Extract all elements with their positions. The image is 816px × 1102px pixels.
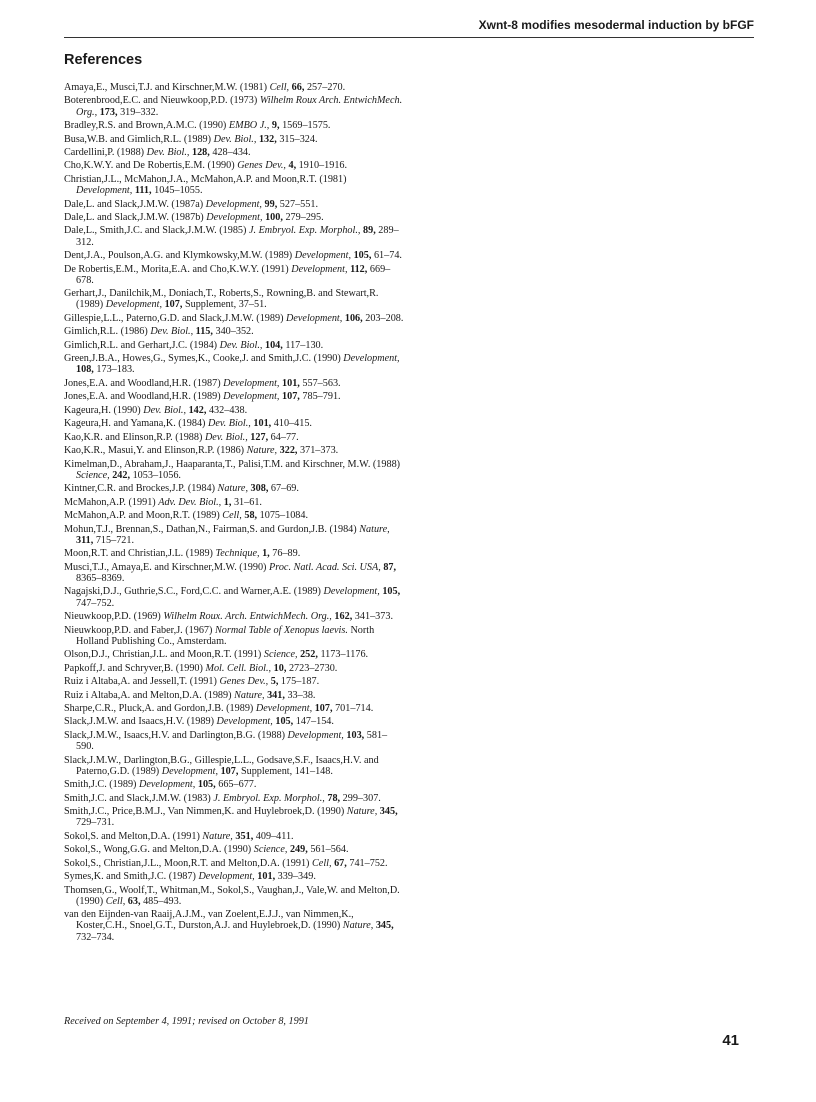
reference-entry — [64, 755, 404, 777]
reference-journal: Wilhelm Roux. Arch. EntwichMech. Org., — [163, 611, 332, 623]
reference-volume: 107, — [164, 299, 183, 311]
reference-authors: Kimelman,D., Abraham,J., Haaparanta,T., Palisi,T.M. and Kirschner, M.W. (1988) — [64, 458, 401, 470]
reference-authors: Kao,K.R. and Elinson,R.P. (1988) — [64, 431, 205, 443]
reference-pages: 299–307. — [340, 792, 381, 804]
reference-journal: Dev. Biol., — [208, 418, 251, 430]
reference-entry — [64, 663, 404, 674]
reference-entry — [64, 858, 404, 869]
reference-authors: Moon,R.T. and Christian,J.L. (1989) — [64, 548, 216, 560]
reference-journal: Development, — [216, 716, 273, 728]
reference-authors: Smith,J.C. (1989) — [64, 779, 139, 791]
reference-entry — [64, 562, 404, 584]
reference-authors: Dale,L. and Slack,J.M.W. (1987a) — [64, 198, 206, 210]
reference-journal: Science, — [253, 844, 288, 856]
reference-volume: 1, — [262, 548, 270, 560]
reference-entry — [64, 844, 404, 855]
reference-journal: Development, — [255, 703, 313, 714]
reference-authors: Dale,L., Smith,J.C. and Slack,J.M.W. (1985) — [64, 225, 249, 237]
reference-authors: Boterenbrood,E.C. and Nieuwkoop,P.D. (1973) — [64, 95, 260, 107]
reference-volume: 105, — [275, 716, 294, 728]
reference-authors: Kintner,C.R. and Brockes,J.P. (1984) — [64, 483, 218, 495]
reference-journal: J. Embryol. Exp. Morphol., — [213, 792, 325, 804]
reference-entry — [64, 483, 404, 494]
reference-authors: Olson,D.J., Christian,J.L. and Moon,R.T. (1991) — [64, 649, 264, 661]
reference-pages: 340–352. — [212, 326, 254, 338]
reference-volume: 252, — [300, 649, 318, 661]
reference-entry — [64, 405, 404, 416]
reference-pages: 64–77. — [268, 431, 299, 443]
reference-journal: Development, — [343, 353, 400, 365]
reference-entry — [64, 793, 404, 804]
reference-journal: Nature, — [217, 483, 248, 495]
reference-pages: 729–731. — [76, 817, 115, 829]
reference-authors: Papkoff,J. and Schryver,B. (1990) — [64, 662, 206, 674]
reference-entry — [64, 497, 404, 508]
reference-entry — [64, 611, 404, 622]
reference-pages: 203–208. — [362, 312, 404, 324]
reference-journal: Cell, — [312, 857, 332, 869]
reference-entry — [64, 391, 404, 402]
reference-entry — [64, 524, 404, 546]
reference-pages: 741–752. — [346, 857, 388, 869]
reference-pages: Supplement, 141–148. — [238, 765, 333, 777]
reference-volume: 345, — [379, 806, 398, 818]
reference-journal: Wilhelm Roux Arch. EntwichMech. Org., — [76, 95, 403, 118]
reference-authors: Sokol,S., Christian,J.L., Moon,R.T. and Melton,D.A. (1991) — [64, 857, 312, 869]
reference-pages: 76–89. — [269, 548, 301, 560]
reference-journal: Development, — [294, 250, 352, 262]
reference-journal: Science, — [76, 469, 110, 481]
reference-authors: Gimlich,R.L. (1986) — [64, 326, 151, 338]
reference-authors: Nieuwkoop,P.D. (1969) — [64, 611, 164, 623]
reference-volume: 127, — [250, 431, 269, 443]
reference-entry — [64, 95, 404, 117]
reference-volume: 107, — [220, 765, 239, 777]
reference-pages: North Holland Publishing Co., Amsterdam. — [76, 624, 375, 647]
reference-entry — [64, 134, 404, 145]
reference-authors: Nagajski,D.J., Guthrie,S.C., Ford,C.C. and Warner,A.E. (1989) — [64, 586, 324, 598]
reference-volume: 67, — [334, 857, 347, 869]
reference-authors: Ruiz i Altaba,A. and Melton,D.A. (1989) — [64, 689, 235, 701]
reference-pages: 319–332. — [117, 106, 159, 118]
reference-authors: Jones,E.A. and Woodland,H.R. (1989) — [64, 391, 224, 403]
reference-pages: 1173–1176. — [317, 649, 369, 661]
reference-pages: 785–791. — [299, 391, 341, 403]
reference-volume: 112, — [350, 263, 368, 275]
reference-authors: McMahon,A.P. and Moon,R.T. (1989) — [64, 510, 223, 522]
reference-entry — [64, 703, 404, 714]
reference-journal: Genes Dev., — [237, 160, 286, 172]
reference-pages: 1053–1056. — [130, 469, 181, 481]
reference-journal: Adv. Dev. Biol., — [158, 496, 222, 508]
reference-pages: 371–373. — [297, 445, 339, 457]
reference-volume: 106, — [344, 312, 363, 324]
reference-journal: Development, — [105, 299, 163, 311]
reference-volume: 249, — [289, 844, 308, 856]
reference-journal: Science, — [263, 649, 298, 661]
reference-pages: 665–677. — [215, 779, 257, 791]
reference-entry — [64, 432, 404, 443]
reference-volume: 311, — [76, 534, 94, 546]
reference-volume: 105, — [382, 586, 401, 598]
reference-pages: 715–721. — [93, 534, 135, 546]
reference-journal: Nature, — [342, 920, 374, 932]
reference-pages: 279–295. — [282, 212, 324, 224]
reference-journal: Dev. Biol., — [213, 133, 257, 145]
reference-journal: Technique, — [215, 548, 260, 560]
reference-journal: Development, — [206, 212, 263, 224]
reference-pages: 339–349. — [275, 871, 316, 883]
reference-journal: Development, — [76, 185, 133, 197]
reference-journal: Cell, — [222, 510, 242, 522]
reference-pages: 147–154. — [293, 716, 334, 728]
reference-pages: 747–752. — [76, 597, 115, 609]
reference-volume: 89, — [363, 225, 376, 237]
reference-authors: Kageura,H. and Yamana,K. (1984) — [64, 418, 209, 430]
reference-pages: 485–493. — [140, 895, 182, 907]
reference-pages: 732–734. — [76, 931, 115, 943]
reference-authors: Cho,K.W.Y. and De Robertis,E.M. (1990) — [64, 160, 238, 172]
reference-pages: 669–678. — [76, 263, 391, 286]
reference-volume: 108, — [76, 364, 94, 376]
reference-entry — [64, 212, 404, 223]
reference-volume: 341, — [267, 689, 285, 701]
reference-journal: Mol. Cell. Biol., — [205, 662, 272, 674]
reference-pages: 315–324. — [276, 133, 318, 145]
reference-authors: Sokol,S. and Melton,D.A. (1991) — [64, 830, 203, 842]
reference-entry — [64, 831, 404, 842]
reference-pages: 8365–8369. — [76, 572, 125, 584]
reference-volume: 103, — [346, 729, 365, 741]
reference-entry — [64, 160, 404, 171]
reference-pages: 1910–1916. — [296, 160, 348, 172]
reference-authors: Gerhart,J., Danilchik,M., Doniach,T., Roberts,S., Rowning,B. and Stewart,R. (1989) — [64, 288, 379, 311]
reference-pages: 1075–1084. — [257, 510, 309, 522]
reference-pages: 409–411. — [253, 830, 294, 842]
reference-journal: Development, — [198, 871, 255, 883]
reference-entry — [64, 730, 404, 752]
reference-authors: Nieuwkoop,P.D. and Faber,J. (1967) — [64, 624, 215, 636]
reference-entry — [64, 548, 404, 559]
reference-pages: 410–415. — [271, 418, 312, 430]
reference-journal: Genes Dev., — [219, 676, 269, 688]
reference-pages: 31–61. — [231, 496, 262, 508]
reference-entry — [64, 378, 404, 389]
reference-volume: 100, — [265, 212, 283, 224]
reference-journal: Nature, — [202, 830, 233, 842]
reference-authors: Gillespie,L.L., Paterno,G.D. and Slack,J.M.W. (1989) — [64, 312, 287, 324]
reference-entry — [64, 649, 404, 660]
reference-entry — [64, 625, 404, 647]
reference-pages: Supplement, 37–51. — [182, 299, 267, 311]
reference-authors: Smith,J.C. and Slack,J.M.W. (1983) — [64, 792, 214, 804]
reference-entry — [64, 909, 404, 943]
reference-volume: 101, — [257, 871, 276, 883]
reference-authors: Slack,J.M.W., Darlington,B.G., Gillespie,L.L., Godsave,S.F., Isaacs,H.V. and Paterno,G.D. (1989) — [64, 754, 379, 777]
reference-entry — [64, 120, 404, 131]
reference-journal: Development, — [161, 765, 219, 777]
reference-authors: Dent,J.A., Poulson,A.G. and Klymkowsky,M.W. (1989) — [64, 250, 295, 262]
reference-authors: Ruiz i Altaba,A. and Jessell,T. (1991) — [64, 676, 220, 688]
reference-journal: Cell, — [105, 895, 126, 907]
reference-entry — [64, 871, 404, 882]
reference-authors: van den Eijnden-van Raaij,A.J.M., van Zoelent,E.J.J., van Nimmen,K., Koster,C.H., Snoel,G.T., Durston,A.J. and Huylebroek,D. (1990) — [64, 909, 354, 932]
reference-volume: 345, — [375, 920, 394, 932]
reference-journal: Proc. Natl. Acad. Sci. USA, — [269, 561, 381, 573]
reference-pages: 175–187. — [278, 676, 320, 688]
reference-journal: Dev. Biol., — [219, 339, 263, 351]
reference-journal: Development, — [287, 729, 344, 741]
reference-volume: 9, — [271, 120, 280, 132]
received-note: Received on September 4, 1991; revised on October 8, 1991 — [64, 1016, 309, 1027]
reference-authors: McMahon,A.P. (1991) — [64, 496, 159, 508]
reference-journal: Development, — [291, 263, 348, 275]
reference-volume: 308, — [250, 483, 269, 495]
reference-journal: Development, — [323, 586, 380, 598]
reference-volume: 128, — [191, 147, 210, 159]
reference-journal: Nature, — [359, 523, 390, 535]
reference-authors: De Robertis,E.M., Morita,E.A. and Cho,K.W.Y. (1991) — [64, 263, 292, 275]
reference-authors: Kageura,H. (1990) — [64, 404, 144, 416]
reference-entry — [64, 885, 404, 907]
reference-authors: Smith,J.C., Price,B.M.J., Van Nimmen,K. and Huylebroek,D. (1990) — [64, 806, 347, 818]
reference-entry — [64, 676, 404, 687]
reference-authors: Kao,K.R., Masui,Y. and Elinson,R.P. (1986) — [64, 445, 247, 457]
reference-journal: Development, — [286, 312, 343, 324]
reference-entry — [64, 313, 404, 324]
reference-volume: 115, — [195, 326, 213, 338]
reference-authors: Gimlich,R.L. and Gerhart,J.C. (1984) — [64, 339, 220, 351]
reference-pages: 1045–1055. — [151, 185, 203, 197]
reference-pages: 341–373. — [352, 611, 393, 623]
reference-volume: 132, — [258, 133, 277, 145]
reference-pages: 428–434. — [209, 147, 251, 159]
reference-entry — [64, 510, 404, 521]
reference-pages: 701–714. — [332, 703, 374, 714]
reference-volume: 173, — [99, 106, 118, 118]
reference-pages: 1569–1575. — [279, 120, 331, 132]
reference-journal: EMBO J., — [228, 120, 270, 132]
reference-entry — [64, 418, 404, 429]
reference-authors: Mohun,T.J., Brennan,S., Dathan,N., Fairman,S. and Gurdon,J.B. (1984) — [64, 523, 360, 535]
reference-authors: Thomsen,G., Woolf,T., Whitman,M., Sokol,S., Vaughan,J., Vale,W. and Melton,D. (1990) — [64, 884, 400, 907]
reference-journal: Dev. Biol., — [204, 431, 248, 443]
reference-authors: Busa,W.B. and Gimlich,R.L. (1989) — [64, 133, 214, 145]
reference-entry — [64, 340, 404, 351]
reference-entry — [64, 690, 404, 701]
reference-entry — [64, 459, 404, 481]
reference-authors: Dale,L. and Slack,J.M.W. (1987b) — [64, 212, 207, 224]
reference-volume: 10, — [273, 662, 287, 674]
reference-volume: 107, — [282, 391, 300, 403]
reference-entry — [64, 445, 404, 456]
reference-entry — [64, 82, 404, 93]
reference-pages: 257–270. — [304, 82, 346, 93]
reference-volume: 104, — [264, 339, 283, 351]
reference-entry — [64, 326, 404, 337]
reference-journal: Normal Table of Xenopus laevis. — [214, 624, 348, 636]
reference-volume: 66, — [291, 82, 305, 93]
reference-authors: Sokol,S., Wong,G.G. and Melton,D.A. (1990) — [64, 844, 254, 856]
reference-volume: 5, — [270, 676, 279, 688]
reference-authors: Christian,J.L., McMahon,J.A., McMahon,A.P. and Moon,R.T. (1981) — [64, 173, 347, 185]
reference-authors: Slack,J.M.W., Isaacs,H.V. and Darlington,B.G. (1988) — [64, 729, 288, 741]
reference-authors: Symes,K. and Smith,J.C. (1987) — [64, 871, 199, 883]
reference-authors: Amaya,E., Musci,T.J. and Kirschner,M.W. (1981) — [64, 82, 270, 93]
reference-volume: 99, — [264, 198, 278, 210]
reference-entry — [64, 779, 404, 790]
reference-pages: 173–183. — [93, 364, 135, 376]
reference-entry — [64, 806, 404, 828]
reference-entry — [64, 264, 404, 286]
reference-journal: Cell, — [269, 82, 290, 93]
reference-volume: 1, — [223, 496, 232, 508]
reference-journal: Dev. Biol., — [143, 404, 187, 416]
reference-authors: Cardellini,P. (1988) — [64, 147, 147, 159]
reference-volume: 78, — [327, 792, 341, 804]
reference-journal: Development, — [223, 391, 280, 403]
reference-volume: 105, — [197, 779, 216, 791]
reference-journal: J. Embryol. Exp. Morphol., — [248, 225, 361, 237]
reference-volume: 142, — [188, 404, 207, 416]
reference-volume: 242, — [112, 469, 131, 481]
reference-authors: Sharpe,C.R., Pluck,A. and Gordon,J.B. (1989) — [64, 703, 256, 714]
section-title: References — [64, 52, 143, 68]
reference-volume: 87, — [383, 561, 397, 573]
reference-volume: 4, — [288, 160, 297, 172]
reference-journal: Development, — [205, 198, 262, 210]
reference-volume: 105, — [353, 250, 372, 262]
reference-pages: 33–38. — [284, 689, 316, 701]
reference-list — [64, 82, 404, 945]
reference-authors: Jones,E.A. and Woodland,H.R. (1987) — [64, 377, 224, 389]
reference-entry — [64, 250, 404, 261]
reference-volume: 111, — [134, 185, 152, 197]
reference-journal: Dev. Biol., — [150, 326, 194, 338]
reference-volume: 107, — [314, 703, 333, 714]
reference-journal: Nature, — [246, 445, 278, 457]
reference-pages: 289–312. — [76, 225, 399, 248]
reference-entry — [64, 147, 404, 158]
reference-authors: Musci,T.J., Amaya,E. and Kirschner,M.W. (1990) — [64, 561, 270, 573]
reference-pages: 561–564. — [307, 844, 349, 856]
reference-journal: Dev. Biol., — [146, 147, 190, 159]
running-head: Xwnt-8 modifies mesodermal induction by bFGF — [478, 18, 754, 32]
reference-volume: 58, — [244, 510, 258, 522]
reference-entry — [64, 716, 404, 727]
reference-pages: 61–74. — [371, 250, 402, 262]
reference-pages: 432–438. — [206, 404, 248, 416]
reference-volume: 101, — [253, 418, 272, 430]
reference-authors: Green,J.B.A., Howes,G., Symes,K., Cooke,J. and Smith,J.C. (1990) — [64, 353, 344, 365]
reference-volume: 101, — [282, 377, 300, 389]
reference-pages: 117–130. — [282, 339, 324, 351]
reference-entry — [64, 288, 404, 310]
reference-volume: 351, — [235, 830, 254, 842]
reference-entry — [64, 225, 404, 247]
reference-journal: Development, — [223, 377, 280, 389]
reference-pages: 2723–2730. — [286, 662, 338, 674]
reference-volume: 322, — [279, 445, 298, 457]
reference-journal: Development, — [139, 779, 196, 791]
reference-entry — [64, 586, 404, 608]
reference-authors: Slack,J.M.W. and Isaacs,H.V. (1989) — [64, 716, 217, 728]
reference-journal: Nature, — [346, 806, 378, 818]
reference-pages: 557–563. — [299, 377, 341, 389]
header-rule — [64, 37, 754, 38]
reference-volume: 63, — [127, 895, 141, 907]
reference-pages: 67–69. — [268, 483, 299, 495]
page-number: 41 — [722, 1032, 739, 1049]
reference-entry — [64, 353, 404, 375]
reference-journal: Nature, — [234, 689, 265, 701]
reference-entry — [64, 199, 404, 210]
reference-pages: 581–590. — [76, 729, 388, 753]
reference-pages: 527–551. — [277, 198, 318, 210]
reference-entry — [64, 174, 404, 196]
reference-volume: 162, — [334, 611, 353, 623]
reference-authors: Bradley,R.S. and Brown,A.M.C. (1990) — [64, 120, 229, 132]
